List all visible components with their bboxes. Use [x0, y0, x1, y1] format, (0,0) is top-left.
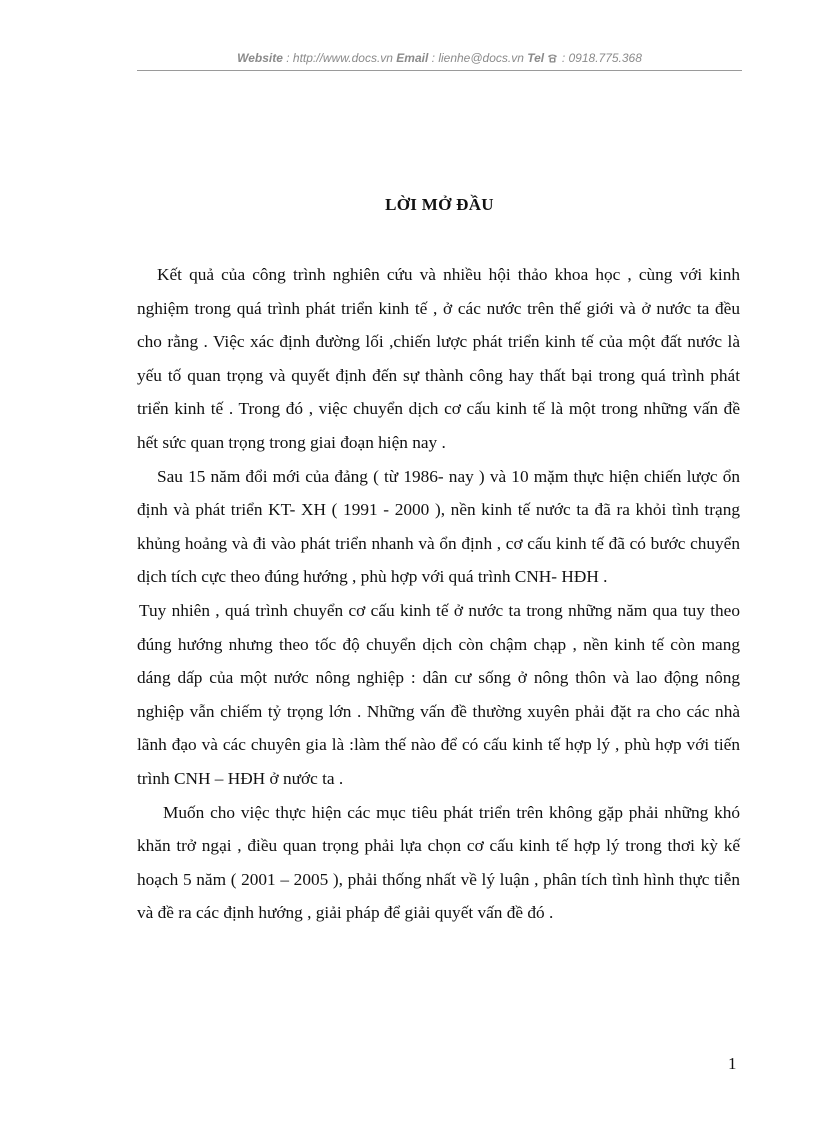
header-divider	[137, 70, 742, 71]
paragraph-3: Tuy nhiên , quá trình chuyển cơ cấu kinh tế ở nước ta trong những năm qua tuy theo đúng hướng nhưng theo tốc độ chuyển dịch còn chậm chạp , nền kinh tế còn mang dáng dấp của một nước nông nghiệp : dân cư sống ở nông thôn và lao động nông nghiệp vẫn chiếm tỷ trọng lớn . Những vấn đề thường xuyên phải đặt ra cho các nhà lãnh đạo và các chuyên gia là :làm thế nào để có cấu kinh tế hợp lý , phù hợp với tiến trình CNH – HĐH ở nước ta .	[137, 600, 740, 788]
paragraph-1: Kết quả của công trình nghiên cứu và nhiều hội thảo khoa học , cùng với kinh nghiệm trong quá trình phát triển kinh tế , ở các nước trên thế giới và ở nước ta đều cho rằng . Việc xác định đường lối ,chiến lược phát triển kinh tế của một đất nước là yếu tố quan trọng và quyết định đến sự thành công hay thất bại trong quá trình phát triển kinh tế . Trong đó , việc chuyển dịch cơ cấu kinh tế là một trong những vấn đề hết sức quan trọng trong giai đoạn hiện nay .	[137, 265, 740, 452]
website-value[interactable]: : http://www.docs.vn	[286, 51, 393, 65]
page-header	[137, 51, 742, 65]
tel-value: : 0918.775.368	[561, 51, 642, 65]
phone-icon	[547, 51, 561, 65]
tel-label: Tel	[527, 51, 545, 65]
page-title: LỜI MỞ ĐẦU	[385, 195, 494, 214]
email-value[interactable]: : lienhe@docs.vn	[431, 51, 524, 65]
paragraph-2: Sau 15 năm đổi mới của đảng ( từ 1986- nay ) và 10 mặm thực hiện chiến lược ổn định và phát triển KT- XH ( 1991 - 2000 ), nền kinh tế nước ta đã ra khỏi tình trạng khủng hoảng và đi vào phát triển nhanh và ổn định , cơ cấu kinh tế đã có bước chuyển dịch tích cực theo đúng hướng , phù hợp với quá trình CNH- HĐH .	[137, 466, 740, 587]
page-number: 1	[728, 1054, 737, 1073]
paragraph-4: Muốn cho việc thực hiện các mục tiêu phát triển trên không gặp phải những khó khăn trở ngại , điều quan trọng phải lựa chọn cơ cấu kinh tế hợp lý trong thơi kỳ kế hoạch 5 năm ( 2001 – 2005 ), phải thống nhất về lý luận , phân tích tình hình thực tiễn và đề ra các định hướng , giải pháp để giải quyết vấn đề đó .	[137, 802, 740, 923]
document-body	[137, 258, 740, 930]
email-label: Email	[396, 51, 429, 65]
website-label: Website	[237, 51, 283, 65]
